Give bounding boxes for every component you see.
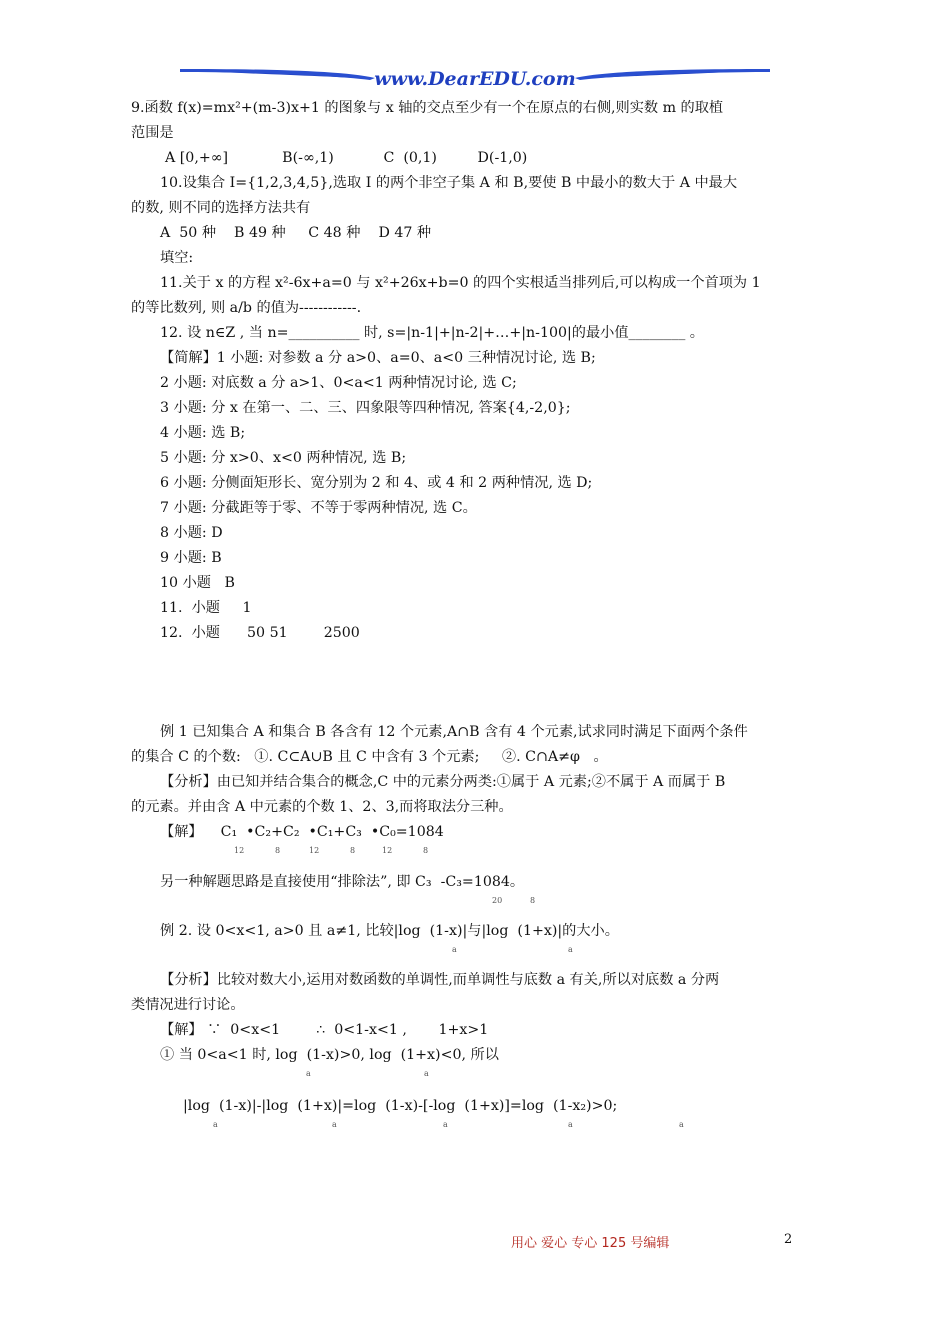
question-12: 12. 设 n∈Z , 当 n=__________ 时, s=|n-1|+|n-2|+…+|n-100|的最小值________ 。 [160,325,704,341]
question-9-options: A [0,+∞] B(-∞,1) C (0,1) D(-1,0) [165,150,528,166]
logo-text: www.DearEDU.com [374,68,576,90]
example-2-case-1: ① 当 0<a<1 时, log (1-x)>0, log (1+x)<0, 所以 [160,1047,499,1063]
example-1-analysis-1: 【分析】由已知并结合集合的概念,C 中的元素分两类:①属于 A 元素;②不属于 A 而属于 B [160,774,726,790]
brief-solution-7: 7 小题: 分截距等于零、不等于零两种情况, 选 C。 [160,500,477,516]
brief-solution-6: 6 小题: 分侧面矩形长、宽分别为 2 和 4、或 4 和 2 两种情况, 选 D; [160,475,593,491]
subscript: a [568,945,573,954]
brief-solution-11: 11. 小题 1 [160,600,252,616]
fill-in-heading: 填空: [160,250,194,266]
question-10-line-2: 的数, 则不同的选择方法共有 [131,200,311,216]
subscript: 20 [492,896,503,905]
subscript: 8 [350,846,356,855]
subscript: a [424,1069,429,1078]
subscript: 12 [234,846,245,855]
example-1-alt-method: 另一种解题思路是直接使用“排除法”, 即 C₃ -C₃=1084。 [160,874,525,890]
subscript: a [306,1069,311,1078]
subscript: a [332,1120,337,1129]
question-9-line-1: 9.函数 f(x)=mx²+(m-3)x+1 的图象与 x 轴的交点至少有一个在原点的右侧,则实数 m 的取植 [131,100,724,116]
example-1-analysis-2: 的元素。并由含 A 中元素的个数 1、2、3,而将取法分三种。 [131,799,513,815]
brief-solution-8: 8 小题: D [160,525,223,541]
subscript: a [443,1120,448,1129]
brief-solution-4: 4 小题: 选 B; [160,425,246,441]
example-2-analysis-2: 类情况进行讨论。 [131,997,245,1013]
footer-text: 用心 爱心 专心 125 号编辑 [511,1236,670,1251]
example-2-solution: 【解】 ∵ 0<x<1 ∴ 0<1-x<1 , 1+x>1 [160,1022,489,1038]
subscript: 8 [530,896,536,905]
page-number: 2 [784,1232,793,1247]
subscript: 12 [382,846,393,855]
example-1-line-1: 例 1 已知集合 A 和集合 B 各含有 12 个元素,A∩B 含有 4 个元素,试求同时满足下面两个条件 [160,724,748,740]
subscript: a [452,945,457,954]
subscript: 8 [423,846,429,855]
example-1-line-2: 的集合 C 的个数: ①. C⊂A∪B 且 C 中含有 3 个元素; ②. C∩A≠φ 。 [131,749,608,765]
brief-solution-9: 9 小题: B [160,550,222,566]
subscript: a [568,1120,573,1129]
brief-solution-5: 5 小题: 分 x>0、x<0 两种情况, 选 B; [160,450,407,466]
header-logo [180,66,770,92]
subscript: 8 [275,846,281,855]
question-9-line-2: 范围是 [131,125,174,141]
question-11-line-1: 11.关于 x 的方程 x²-6x+a=0 与 x²+26x+b=0 的四个实根适当排列后,可以构成一个首项为 1 [160,275,761,291]
brief-solution-12: 12. 小题 50 51 2500 [160,625,360,641]
question-10-options: A 50 种 B 49 种 C 48 种 D 47 种 [160,225,432,241]
subscript: a [213,1120,218,1129]
subscript: a [679,1120,684,1129]
example-2-question: 例 2. 设 0<x<1, a>0 且 a≠1, 比较|log (1-x)|与|log (1+x)|的大小。 [160,923,619,939]
example-2-analysis-1: 【分析】比较对数大小,运用对数函数的单调性,而单调性与底数 a 有关,所以对底数 a 分两 [160,972,720,988]
question-10-line-1: 10.设集合 I={1,2,3,4,5},选取 I 的两个非空子集 A 和 B,要使 B 中最小的数大于 A 中最大 [160,175,738,191]
subscript: 12 [309,846,320,855]
example-1-solution: 【解】 C₁ •C₂+C₂ •C₁+C₃ •C₀=1084 [160,824,444,840]
brief-solution-2: 2 小题: 对底数 a 分 a>1、0<a<1 两种情况讨论, 选 C; [160,375,517,391]
brief-solution-10: 10 小题 B [160,575,235,591]
example-2-derivation: |log (1-x)|-|log (1+x)|=log (1-x)-[-log (1+x)]=log (1-x₂)>0; [183,1098,618,1114]
question-11-line-2: 的等比数列, 则 a/b 的值为------------. [131,300,362,316]
brief-solution-1: 【简解】1 小题: 对参数 a 分 a>0、a=0、a<0 三种情况讨论, 选 B; [160,350,596,366]
brief-solution-3: 3 小题: 分 x 在第一、二、三、四象限等四种情况, 答案{4,-2,0}; [160,400,571,416]
